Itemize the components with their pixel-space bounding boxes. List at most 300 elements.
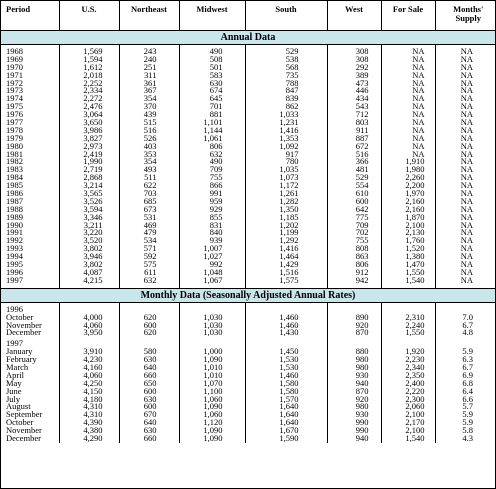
header-row [1, 1, 495, 31]
annual-value-cell: NA [460, 148, 473, 159]
monthly-value-cell: 3,910 [83, 346, 103, 357]
annual-year-cell: 1971 [6, 69, 23, 80]
annual-value-cell: 481 [355, 164, 369, 175]
monthly-value-cell: 1,120 [203, 417, 223, 428]
annual-value-cell: 1,594 [83, 53, 103, 64]
annual-year-cell: 1968 [6, 46, 23, 56]
annual-value-cell: 672 [355, 140, 369, 151]
monthly-value-cell: 5.7 [462, 401, 473, 412]
annual-value-cell: 1,970 [405, 188, 425, 199]
monthly-col-for-sale [381, 306, 435, 338]
annual-value-cell: 1,185 [279, 211, 299, 222]
annual-value-cell: NA [460, 219, 473, 230]
annual-value-cell: 929 [209, 203, 223, 214]
annual-value-cell: 4,215 [83, 274, 103, 285]
annual-year-cell: 1997 [6, 274, 23, 285]
header-northeast: Northeast [119, 1, 179, 31]
monthly-data-block-1996 [1, 306, 495, 338]
annual-value-cell: 243 [143, 46, 157, 56]
annual-value-cell: 308 [355, 46, 369, 56]
annual-value-cell: 1,048 [203, 266, 223, 277]
annual-value-cell: NA [412, 69, 425, 80]
annual-value-cell: 755 [209, 172, 223, 183]
annual-value-cell: NA [460, 195, 473, 206]
monthly-value-cell: 600 [143, 401, 157, 412]
monthly-col-west [327, 306, 381, 338]
monthly-value-cell: 1,090 [203, 354, 223, 365]
annual-value-cell: NA [412, 132, 425, 143]
monthly-value-cell: 1,540 [405, 432, 425, 443]
annual-value-cell: NA [460, 124, 473, 135]
monthly-value-cell: 980 [355, 401, 369, 412]
monthly-value-cell: 1,030 [203, 311, 223, 322]
annual-value-cell: 3,214 [83, 180, 103, 191]
annual-value-cell: 3,986 [83, 124, 103, 135]
annual-year-cell: 1985 [6, 180, 23, 191]
monthly-value-cell: 920 [355, 319, 369, 330]
annual-value-cell: 1,540 [405, 274, 425, 285]
monthly-value-cell: 630 [143, 354, 157, 365]
annual-value-cell: NA [460, 172, 473, 183]
annual-year-cell: 1978 [6, 124, 23, 135]
monthly-value-cell: 2,100 [405, 409, 425, 420]
annual-value-cell: 308 [355, 53, 369, 64]
monthly-value-cell: 2,230 [405, 354, 425, 365]
annual-year-cell: 1995 [6, 259, 23, 270]
annual-value-cell: 3,520 [83, 235, 103, 246]
annual-value-cell: 1,380 [405, 251, 425, 262]
header-midwest: Midwest [179, 1, 245, 31]
monthly-value-cell: 4,390 [83, 417, 103, 428]
monthly-value-cell: 1,460 [279, 369, 299, 380]
annual-value-cell: NA [460, 156, 473, 167]
annual-value-cell: 1,292 [279, 235, 299, 246]
monthly-year-label: 1997 [6, 338, 23, 349]
monthly-value-cell: 6.7 [462, 361, 473, 372]
annual-value-cell: 775 [355, 211, 369, 222]
annual-value-cell: 508 [209, 53, 223, 64]
month-label-cell: October [6, 417, 34, 428]
monthly-col-northeast [119, 306, 179, 338]
annual-value-cell: NA [460, 53, 473, 64]
annual-value-cell: 473 [355, 77, 369, 88]
annual-value-cell: 630 [209, 77, 223, 88]
month-label-cell: February [6, 354, 37, 365]
annual-value-cell: NA [412, 117, 425, 128]
annual-value-cell: NA [460, 211, 473, 222]
annual-value-cell: 515 [143, 117, 157, 128]
monthly-col-midwest [179, 340, 245, 443]
annual-value-cell: 1,092 [279, 140, 299, 151]
monthly-value-cell: 5.9 [462, 409, 473, 420]
annual-value-cell: 622 [143, 180, 157, 191]
annual-value-cell: 1,464 [279, 251, 299, 262]
monthly-value-cell: 4,180 [83, 393, 103, 404]
annual-year-cell: 1987 [6, 195, 23, 206]
annual-year-cell: 1982 [6, 156, 23, 167]
annual-value-cell: 1,067 [203, 274, 223, 285]
annual-value-cell: 1,516 [279, 266, 299, 277]
annual-data-title: Annual Data [1, 31, 495, 45]
monthly-value-cell: 6.4 [462, 385, 473, 396]
monthly-value-cell: 1,450 [279, 346, 299, 357]
annual-value-cell: 712 [355, 109, 369, 120]
monthly-value-cell: 1,100 [203, 385, 223, 396]
annual-value-cell: 1,061 [203, 132, 223, 143]
monthly-value-cell: 600 [143, 385, 157, 396]
annual-value-cell: NA [412, 109, 425, 120]
annual-value-cell: NA [460, 109, 473, 120]
annual-value-cell: 2,334 [83, 85, 103, 96]
monthly-col-midwest [179, 306, 245, 338]
monthly-value-cell: 2,100 [405, 425, 425, 436]
monthly-value-cell: 4,310 [83, 401, 103, 412]
monthly-value-cell: 1,550 [405, 327, 425, 338]
annual-value-cell: 642 [355, 203, 369, 214]
monthly-value-cell: 880 [355, 346, 369, 357]
monthly-value-cell: 2,060 [405, 401, 425, 412]
monthly-value-cell: 5.9 [462, 417, 473, 428]
annual-year-cell: 1977 [6, 117, 23, 128]
annual-year-cell: 1989 [6, 211, 23, 222]
annual-value-cell: NA [412, 101, 425, 112]
annual-value-cell: NA [460, 46, 473, 56]
annual-value-cell: 251 [143, 61, 157, 72]
annual-value-cell: 469 [143, 219, 157, 230]
annual-year-cell: 1980 [6, 140, 23, 151]
annual-value-cell: 2,200 [405, 180, 425, 191]
monthly-value-cell: 1,460 [279, 311, 299, 322]
annual-value-cell: 1,073 [279, 172, 299, 183]
annual-value-cell: 3,827 [83, 132, 103, 143]
monthly-value-cell: 1,580 [279, 385, 299, 396]
annual-year-cell: 1972 [6, 77, 23, 88]
monthly-value-cell: 4,060 [83, 319, 103, 330]
annual-year-cell: 1976 [6, 109, 23, 120]
annual-year-cell: 1975 [6, 101, 23, 112]
monthly-col-south [245, 306, 327, 338]
annual-value-cell: 912 [355, 266, 369, 277]
monthly-value-cell: 630 [143, 393, 157, 404]
monthly-value-cell: 630 [143, 425, 157, 436]
annual-col-period [1, 48, 59, 285]
month-label-cell: November [6, 425, 42, 436]
annual-value-cell: 493 [143, 164, 157, 175]
annual-value-cell: 389 [355, 69, 369, 80]
monthly-value-cell: 3,950 [83, 327, 103, 338]
annual-value-cell: 1,910 [405, 156, 425, 167]
monthly-value-cell: 1,010 [203, 369, 223, 380]
annual-value-cell: 1,350 [279, 203, 299, 214]
annual-value-cell: 2,160 [405, 203, 425, 214]
monthly-value-cell: 1,430 [279, 327, 299, 338]
header-south: South [245, 1, 327, 31]
monthly-value-cell: 2,310 [405, 311, 425, 322]
annual-value-cell: 3,220 [83, 227, 103, 238]
annual-value-cell: 571 [143, 243, 157, 254]
annual-value-cell: 367 [143, 85, 157, 96]
monthly-value-cell: 980 [355, 354, 369, 365]
monthly-value-cell: 2,350 [405, 369, 425, 380]
month-label-cell: October [6, 311, 34, 322]
monthly-value-cell: 640 [143, 361, 157, 372]
annual-value-cell: 543 [355, 101, 369, 112]
monthly-value-cell: 1,000 [203, 346, 223, 357]
annual-value-cell: 780 [285, 156, 299, 167]
annual-value-cell: 2,252 [83, 77, 103, 88]
annual-value-cell: 1,575 [279, 274, 299, 285]
annual-value-cell: 866 [209, 180, 223, 191]
annual-col-us [59, 48, 119, 285]
monthly-value-cell: 650 [143, 377, 157, 388]
annual-value-cell: 2,260 [405, 172, 425, 183]
annual-value-cell: 862 [285, 101, 299, 112]
annual-year-cell: 1986 [6, 188, 23, 199]
monthly-value-cell: 4,310 [83, 409, 103, 420]
monthly-value-cell: 4,230 [83, 354, 103, 365]
annual-value-cell: 2,476 [83, 101, 103, 112]
monthly-value-cell: 990 [355, 425, 369, 436]
annual-value-cell: 673 [143, 203, 157, 214]
monthly-value-cell: 2,240 [405, 319, 425, 330]
month-label-cell: April [6, 369, 24, 380]
monthly-value-cell: 670 [143, 409, 157, 420]
annual-year-cell: 1988 [6, 203, 23, 214]
monthly-value-cell: 600 [143, 319, 157, 330]
monthly-col-us [59, 340, 119, 443]
annual-value-cell: NA [412, 53, 425, 64]
annual-value-cell: 370 [143, 101, 157, 112]
annual-value-cell: 1,282 [279, 195, 299, 206]
annual-value-cell: NA [460, 274, 473, 285]
month-label-cell: March [6, 361, 29, 372]
annual-value-cell: 840 [209, 227, 223, 238]
annual-value-cell: 361 [143, 77, 157, 88]
annual-value-cell: 3,946 [83, 251, 103, 262]
monthly-value-cell: 940 [355, 432, 369, 443]
annual-value-cell: 490 [209, 46, 223, 56]
monthly-value-cell: 1,460 [279, 319, 299, 330]
annual-value-cell: 881 [209, 109, 223, 120]
annual-year-cell: 1983 [6, 164, 23, 175]
annual-value-cell: NA [460, 164, 473, 175]
monthly-value-cell: 1,090 [203, 401, 223, 412]
annual-value-cell: 863 [355, 251, 369, 262]
annual-value-cell: 610 [355, 188, 369, 199]
annual-value-cell: 1,520 [405, 243, 425, 254]
annual-value-cell: 632 [143, 274, 157, 285]
annual-col-west [327, 48, 381, 285]
annual-value-cell: 632 [209, 148, 223, 159]
annual-value-cell: NA [460, 85, 473, 96]
annual-value-cell: 3,802 [83, 259, 103, 270]
annual-value-cell: NA [460, 93, 473, 104]
annual-value-cell: 529 [285, 46, 299, 56]
annual-value-cell: 887 [355, 132, 369, 143]
annual-year-cell: 1979 [6, 132, 23, 143]
annual-value-cell: 434 [355, 93, 369, 104]
annual-value-cell: 3,802 [83, 243, 103, 254]
annual-value-cell: 1,231 [279, 117, 299, 128]
annual-value-cell: 490 [209, 156, 223, 167]
annual-value-cell: 1,199 [279, 227, 299, 238]
monthly-value-cell: 4,000 [83, 311, 103, 322]
annual-value-cell: 1,550 [405, 266, 425, 277]
annual-value-cell: 831 [209, 219, 223, 230]
annual-value-cell: NA [460, 132, 473, 143]
annual-value-cell: NA [460, 203, 473, 214]
annual-col-for-sale [381, 48, 435, 285]
annual-col-south [245, 48, 327, 285]
month-label-cell: November [6, 319, 42, 330]
annual-value-cell: NA [412, 148, 425, 159]
annual-value-cell: 803 [355, 117, 369, 128]
annual-value-cell: 600 [355, 195, 369, 206]
monthly-value-cell: 620 [143, 311, 157, 322]
header-period: Period [1, 1, 59, 31]
annual-value-cell: NA [460, 266, 473, 277]
monthly-value-cell: 4.3 [462, 432, 473, 443]
monthly-value-cell: 6.6 [462, 393, 473, 404]
monthly-year-label: 1996 [6, 303, 23, 314]
annual-col-midwest [179, 48, 245, 285]
monthly-value-cell: 1,090 [203, 425, 223, 436]
annual-value-cell: 939 [209, 235, 223, 246]
annual-value-cell: 839 [285, 93, 299, 104]
housing-data-table [1, 1, 495, 443]
monthly-value-cell: 4,380 [83, 425, 103, 436]
annual-value-cell: 703 [143, 188, 157, 199]
monthly-section-row [1, 288, 495, 302]
header-for-sale: For Sale [381, 1, 435, 31]
annual-year-cell: 1993 [6, 243, 23, 254]
annual-year-cell: 1970 [6, 61, 23, 72]
annual-value-cell: 808 [355, 243, 369, 254]
annual-value-cell: 354 [143, 156, 157, 167]
monthly-value-cell: 1,590 [279, 432, 299, 443]
annual-value-cell: NA [460, 251, 473, 262]
annual-value-cell: 3,594 [83, 203, 103, 214]
monthly-value-cell: 1,030 [203, 327, 223, 338]
annual-value-cell: 847 [285, 85, 299, 96]
annual-value-cell: 806 [209, 140, 223, 151]
annual-value-cell: 529 [355, 172, 369, 183]
annual-value-cell: 2,419 [83, 148, 103, 159]
annual-value-cell: 1,027 [203, 251, 223, 262]
annual-value-cell: 511 [144, 172, 157, 183]
monthly-value-cell: 1,070 [203, 377, 223, 388]
annual-value-cell: 1,416 [279, 124, 299, 135]
annual-year-cell: 1990 [6, 219, 23, 230]
annual-value-cell: 735 [285, 69, 299, 80]
annual-value-cell: 2,100 [405, 219, 425, 230]
annual-value-cell: 1,416 [279, 243, 299, 254]
annual-value-cell: 516 [143, 124, 157, 135]
monthly-value-cell: 2,170 [405, 417, 425, 428]
monthly-value-cell: 4,250 [83, 377, 103, 388]
annual-value-cell: NA [412, 85, 425, 96]
annual-value-cell: 806 [355, 259, 369, 270]
monthly-value-cell: 940 [355, 377, 369, 388]
annual-year-cell: 1994 [6, 251, 23, 262]
monthly-value-cell: 2,340 [405, 361, 425, 372]
annual-value-cell: NA [460, 69, 473, 80]
monthly-col-period [1, 340, 59, 443]
annual-value-cell: 3,064 [83, 109, 103, 120]
annual-value-cell: 2,130 [405, 227, 425, 238]
monthly-value-cell: 5.8 [462, 425, 473, 436]
monthly-value-cell: 660 [143, 369, 157, 380]
monthly-value-cell: 1,010 [203, 361, 223, 372]
monthly-value-cell: 1,640 [279, 409, 299, 420]
annual-value-cell: 3,565 [83, 188, 103, 199]
annual-value-cell: NA [412, 46, 425, 56]
annual-data-block [1, 48, 495, 285]
annual-value-cell: 2,973 [83, 140, 103, 151]
monthly-value-cell: 640 [143, 417, 157, 428]
annual-value-cell: 645 [209, 93, 223, 104]
monthly-value-cell: 4,290 [83, 432, 103, 443]
header-west: West [327, 1, 381, 31]
annual-value-cell: NA [460, 180, 473, 191]
annual-value-cell: 701 [209, 101, 223, 112]
annual-value-cell: 1,612 [83, 61, 103, 72]
monthly-value-cell: 930 [355, 369, 369, 380]
monthly-value-cell: 5.9 [462, 346, 473, 357]
monthly-value-cell: 1,640 [279, 401, 299, 412]
monthly-value-cell: 1,570 [279, 393, 299, 404]
monthly-value-cell: 990 [355, 417, 369, 428]
monthly-value-cell: 1,060 [203, 393, 223, 404]
monthly-col-west [327, 340, 381, 443]
monthly-value-cell: 890 [355, 311, 369, 322]
monthly-col-months-supply [435, 340, 495, 443]
monthly-value-cell: 870 [355, 385, 369, 396]
annual-value-cell: 702 [355, 227, 369, 238]
annual-value-cell: 611 [144, 266, 157, 277]
annual-value-cell: NA [460, 77, 473, 88]
annual-value-cell: 709 [209, 164, 223, 175]
annual-value-cell: 3,346 [83, 211, 103, 222]
annual-value-cell: 1,870 [405, 211, 425, 222]
annual-value-cell: 1,261 [279, 188, 299, 199]
annual-value-cell: 554 [355, 180, 369, 191]
annual-section-row [1, 31, 495, 45]
annual-value-cell: 1,429 [279, 259, 299, 270]
monthly-value-cell: 7.0 [462, 311, 473, 322]
annual-value-cell: 1,353 [279, 132, 299, 143]
month-label-cell: January [6, 346, 33, 357]
annual-value-cell: 479 [143, 227, 157, 238]
annual-value-cell: 1,569 [83, 46, 103, 56]
annual-value-cell: 755 [355, 235, 369, 246]
annual-value-cell: 959 [209, 195, 223, 206]
annual-value-cell: 531 [143, 211, 157, 222]
annual-value-cell: NA [460, 243, 473, 254]
annual-value-cell: 1,202 [279, 219, 299, 230]
monthly-col-period [1, 303, 59, 338]
annual-value-cell: 446 [355, 85, 369, 96]
annual-value-cell: 538 [285, 53, 299, 64]
annual-value-cell: 439 [143, 109, 157, 120]
monthly-value-cell: 6.7 [462, 319, 473, 330]
monthly-value-cell: 870 [355, 327, 369, 338]
month-label-cell: September [6, 409, 43, 420]
annual-value-cell: 1,144 [203, 124, 223, 135]
annual-value-cell: 685 [143, 195, 157, 206]
month-label-cell: June [6, 385, 22, 396]
annual-value-cell: 2,272 [83, 93, 103, 104]
